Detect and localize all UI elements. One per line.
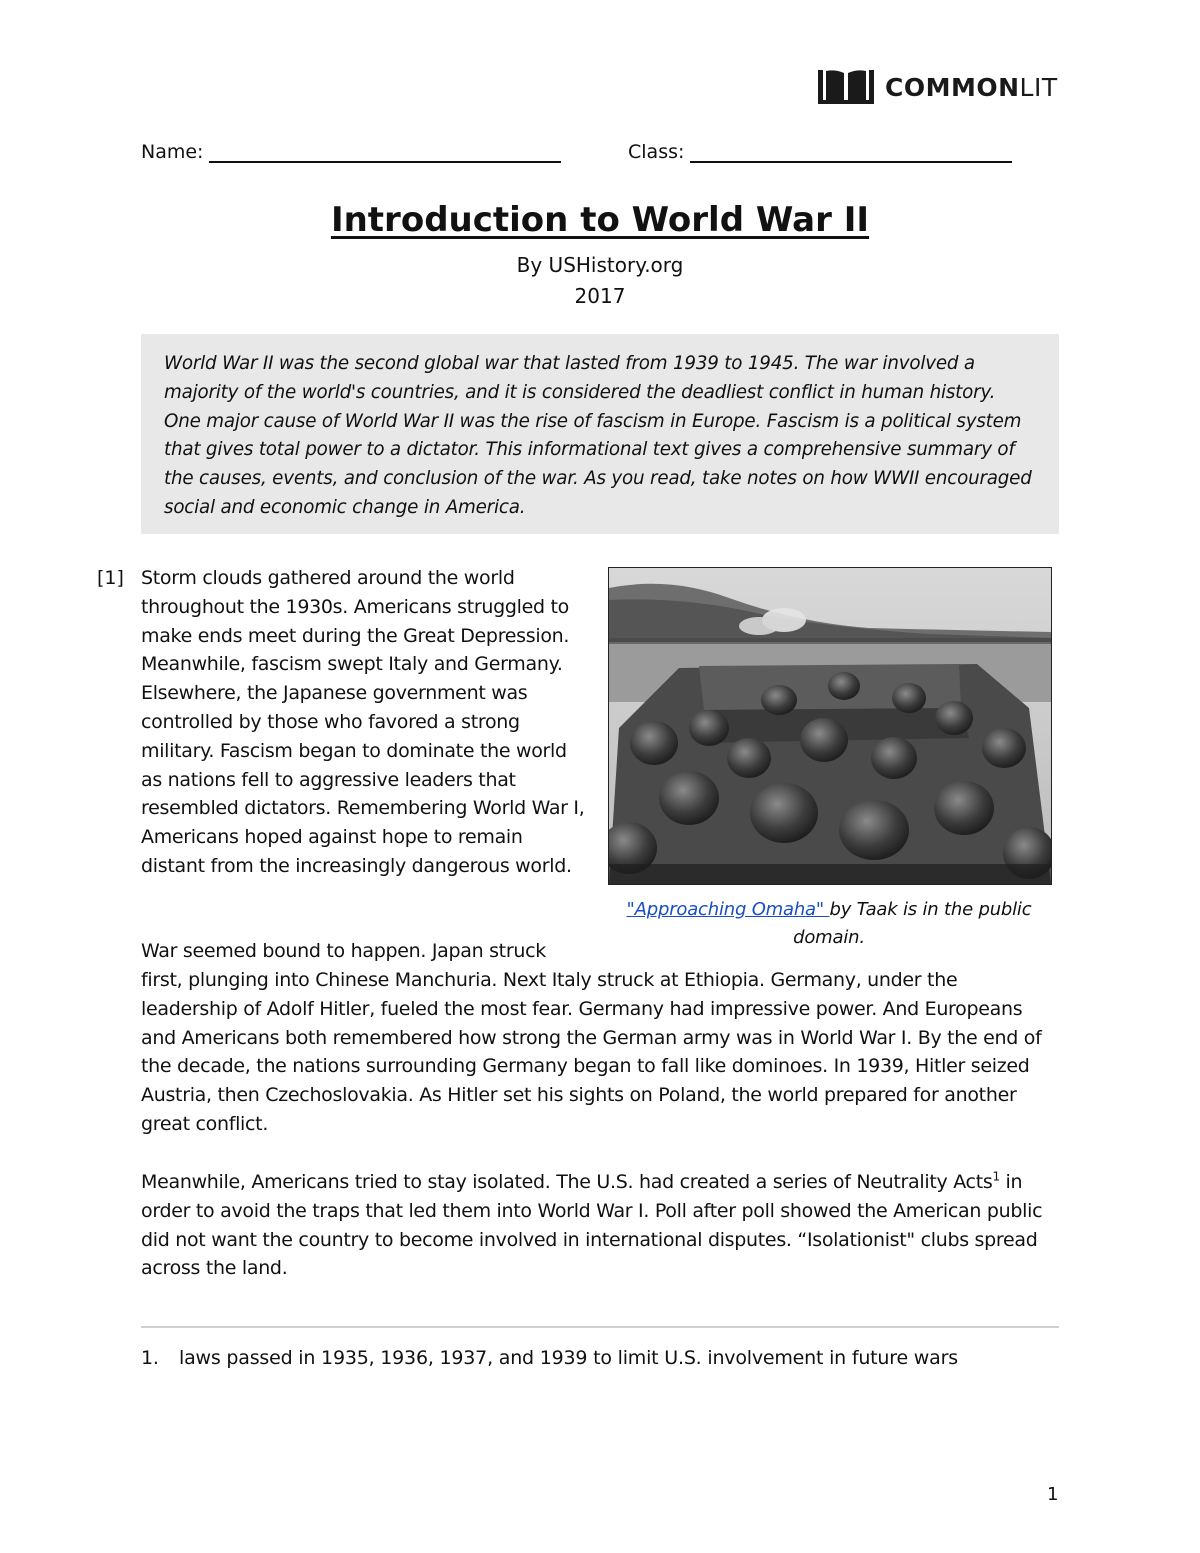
landing-craft-image: [609, 568, 1051, 884]
footnote-text: laws passed in 1935, 1936, 1937, and 1939 to limit U.S. involvement in future wars: [179, 1347, 958, 1369]
class-label: Class:: [628, 141, 685, 163]
paragraph-3: [141, 1168, 1059, 1283]
footnote-divider: [141, 1326, 1059, 1328]
approaching-omaha-photo: [608, 567, 1052, 885]
commonlit-logo: [817, 68, 1058, 106]
page-number: 1: [1047, 1484, 1059, 1505]
footnote-reference[interactable]: 1: [992, 1169, 1000, 1184]
paragraph-2-rest: first, plunging into Chinese Manchuria. Next Italy struck at Ethiopia. Germany, under the leadership of Adolf Hitler, fueled the most fear. Germany had impressive power. And Europeans and Americans both remembered how strong the German army was in World War I. By the end of the decade, the nations surrounding Germany began to fall like dominoes. In 1939, Hitler seized Austria, then Czechoslovakia. As Hitler set his sights on Poland, the world prepared for another great conflict.: [141, 969, 1042, 1135]
publication-year: 2017: [574, 284, 626, 308]
class-blank-line[interactable]: [690, 141, 1012, 163]
photo-credit-link[interactable]: "Approaching Omaha": [626, 899, 830, 920]
footnote-number: 1.: [141, 1347, 159, 1369]
footnote-item: [141, 1344, 958, 1372]
paragraph-number: [1]: [97, 567, 124, 589]
open-book-icon: [817, 68, 875, 106]
paragraph-1: Storm clouds gathered around the world throughout the 1930s. Americans struggled to make ends meet during the Great Depression. Meanwhile, fascism swept Italy and Germany. Elsewhere, the Japanese government was controlled by those who favored a strong military. Fascism began to dominate the world as nations fell to aggressive leaders that resembled dictators. Remembering World War I, Americans hoped against hope to remain distant from the increasingly dangerous world.: [141, 567, 585, 877]
photo-caption-text: by Taak is in the public domain.: [793, 899, 1032, 948]
byline: By USHistory.org: [516, 253, 684, 277]
name-field[interactable]: [141, 141, 561, 163]
paragraph-3-before: Meanwhile, Americans tried to stay isolated. The U.S. had created a series of Neutrality Acts: [141, 1171, 993, 1193]
intro-summary-box: [141, 334, 1059, 534]
photo-caption: [608, 896, 1050, 952]
name-blank-line[interactable]: [209, 141, 561, 163]
intro-text: World War II was the second global war that lasted from 1939 to 1945. The war involved a majority of the world's countries, and it is considered the deadliest conflict in human history. One major cause of World War II was the rise of fascism in Europe. Fascism is a political system that gives total power to a dictator. This informational text gives a comprehensive summary of the causes, events, and conclusion of the war. As you read, take notes on how WWII encouraged social and economic change in America.: [164, 353, 1032, 518]
paragraph-2-start: War seemed bound to happen. Japan struck: [141, 940, 546, 962]
name-label: Name:: [141, 141, 204, 163]
class-field[interactable]: [628, 141, 1012, 163]
page-title: Introduction to World War II: [330, 200, 870, 240]
paragraph-3-after: in order to avoid the traps that led them into World War I. Poll after poll showed the American public did not want the country to become involved in international disputes. “Isolationist" clubs spread across the land.: [141, 1171, 1043, 1280]
logo-wordmark: COMMONLIT: [885, 72, 1058, 102]
